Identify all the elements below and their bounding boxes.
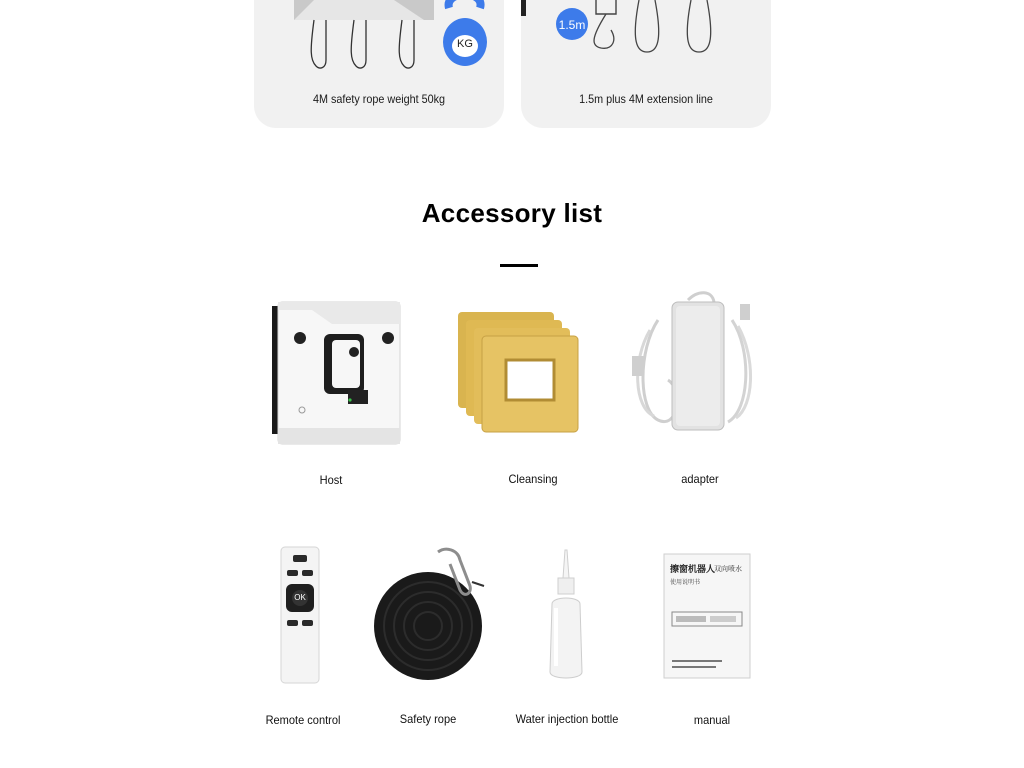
accessory-label: Safety rope (399, 712, 457, 726)
accessory-remote (280, 546, 320, 684)
accessory-manual (662, 552, 752, 680)
accessory-label: manual (693, 713, 731, 727)
kettlebell-icon (254, 0, 504, 128)
title-underline (500, 264, 538, 267)
accessory-label: Remote control (265, 713, 341, 727)
accessory-label: Cleansing (508, 472, 558, 486)
water-bottle-icon (544, 548, 588, 682)
accessory-label: Water injection bottle (515, 712, 619, 726)
cleaning-pads-icon (448, 308, 594, 448)
extension-cable-card (521, 0, 771, 128)
accessory-water-bottle (544, 548, 588, 682)
window-robot-icon (272, 300, 402, 446)
section-title: Accessory list (421, 198, 603, 228)
manual-subtitle: 双向喷水 (714, 566, 742, 573)
remote-control-icon (280, 546, 320, 684)
cable-length-badge: 1.5m (558, 18, 586, 32)
safety-rope-icon (372, 546, 494, 686)
accessory-label: adapter (681, 472, 719, 486)
card-caption: 1.5m plus 4M extension line (579, 92, 713, 106)
card-caption: 4M safety rope weight 50kg (312, 92, 446, 106)
remote-ok-label: OK (294, 593, 306, 602)
manual-title: 擦窗机器人 (670, 564, 716, 574)
accessory-host (272, 300, 402, 446)
kg-badge: KG (457, 38, 473, 50)
accessory-adapter (628, 290, 762, 440)
accessory-cleansing (448, 308, 594, 448)
accessory-safety-rope (372, 546, 494, 686)
accessory-label: Host (319, 473, 343, 487)
manual-sub2: 使用说明书 (670, 580, 701, 586)
power-adapter-icon (628, 290, 762, 440)
safety-rope-card (254, 0, 504, 128)
